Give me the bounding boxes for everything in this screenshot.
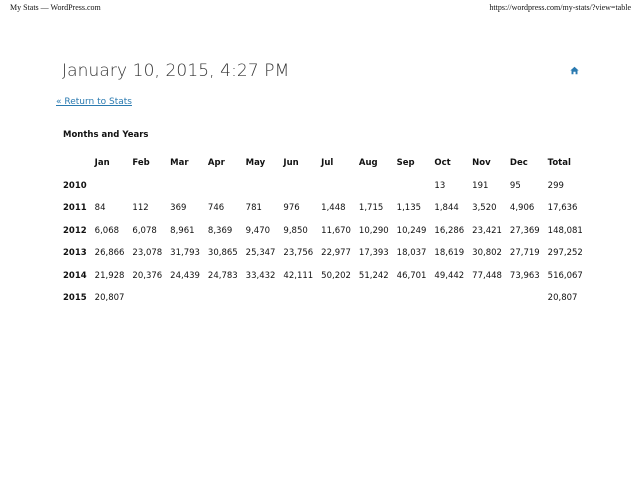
table-cell: 4,906 [509,203,535,214]
table-cell: 23,078 [132,248,163,259]
column-header: Aug [358,158,378,169]
table-cell: 18,037 [396,248,427,259]
table-cell: 1,844 [434,203,459,214]
table-cell: 25,347 [245,248,276,259]
table-cell: 21,928 [94,270,125,281]
table-cell: 13 [434,180,446,191]
table-cell: 6,068 [94,225,120,236]
table-cell: 9,470 [245,225,271,236]
table-row [59,287,587,310]
table-cell: 746 [207,203,225,214]
print-page-url: https://wordpress.com/my-stats/?view=table [489,3,631,12]
table-cell: 24,783 [207,270,238,281]
table-cell: 84 [94,203,106,214]
table-cell [128,175,166,198]
table-cell: 30,865 [207,248,238,259]
table-cell: 26,866 [94,248,125,259]
table-cell [355,175,393,198]
table-cell [279,287,317,310]
row-year: 2010 [63,180,87,191]
table-row [59,242,587,265]
column-header: Jul [321,158,334,169]
table-cell: 77,448 [472,270,502,281]
table-cell [204,175,242,198]
table-cell: 27,369 [509,225,540,236]
table-cell: 11,670 [321,225,351,236]
table-row [59,197,587,220]
stats-table [59,152,587,310]
return-to-stats-link[interactable]: « Return to Stats [56,97,132,107]
table-cell: 16,286 [434,225,465,236]
table-cell: 20,376 [132,270,163,281]
row-year: 2012 [63,225,87,236]
table-row [59,265,587,288]
table-cell [506,287,544,310]
table-cell [317,175,355,198]
row-year: 2015 [63,293,87,304]
table-cell: 23,756 [283,248,314,259]
table-cell: 8,369 [207,225,233,236]
table-cell: 30,802 [472,248,502,259]
table-cell: 17,393 [358,248,389,259]
table-cell [317,287,355,310]
table-cell: 10,249 [396,225,427,236]
table-cell: 3,520 [472,203,497,214]
table-cell [128,287,166,310]
column-header: Sep [396,158,415,169]
column-header: Oct [434,158,451,169]
table-cell: 1,448 [321,203,346,214]
table-cell: 31,793 [170,248,200,259]
table-cell [242,287,280,310]
table-cell: 23,421 [472,225,502,236]
table-header-row [59,152,587,175]
table-cell: 33,432 [245,270,276,281]
row-year: 2014 [63,270,87,281]
table-cell: 112 [132,203,149,214]
table-cell [468,287,506,310]
table-cell [166,175,204,198]
column-header: Feb [132,158,150,169]
table-cell: 95 [509,180,521,191]
table-cell: 369 [170,203,187,214]
table-cell [430,287,468,310]
table-cell [91,175,129,198]
table-cell: 1,135 [396,203,422,214]
table-cell: 976 [283,203,300,214]
table-cell: 9,850 [283,225,308,236]
table-cell: 148,081 [547,225,583,236]
home-icon[interactable] [570,66,579,75]
table-cell: 20,807 [547,293,578,304]
table-cell [242,175,280,198]
table-cell [355,287,393,310]
column-header: Mar [170,158,189,169]
table-cell: 73,963 [509,270,540,281]
table-row [59,175,587,198]
page-title: January 10, 2015, 4:27 PM [62,61,290,81]
table-cell: 10,290 [358,225,389,236]
table-cell [393,287,431,310]
column-header-year [59,152,91,175]
table-cell: 8,961 [170,225,195,236]
table-row [59,220,587,243]
table-cell: 18,619 [434,248,465,259]
table-cell: 51,242 [358,270,389,281]
column-header: May [245,158,266,169]
table-cell: 50,202 [321,270,351,281]
table-cell [166,287,204,310]
table-cell [279,175,317,198]
column-header: Total [547,158,571,169]
table-cell [393,175,431,198]
row-year: 2013 [63,248,87,259]
table-cell: 49,442 [434,270,465,281]
column-header: Nov [472,158,491,169]
table-cell: 781 [245,203,262,214]
table-cell: 24,439 [170,270,200,281]
table-cell: 27,719 [509,248,540,259]
table-cell: 299 [547,180,564,191]
table-cell: 1,715 [358,203,384,214]
row-year: 2011 [63,203,87,214]
table-cell: 22,977 [321,248,351,259]
print-page-title: My Stats — WordPress.com [10,3,101,12]
table-cell [204,287,242,310]
table-cell: 6,078 [132,225,157,236]
table-cell: 191 [472,180,489,191]
column-header: Jun [283,158,299,169]
table-cell: 42,111 [283,270,314,281]
table-cell: 46,701 [396,270,427,281]
column-header: Jan [94,158,110,169]
table-cell: 20,807 [94,293,125,304]
table-cell: 516,067 [547,270,583,281]
column-header: Apr [207,158,225,169]
column-header: Dec [509,158,528,169]
table-cell: 17,636 [547,203,578,214]
table-cell: 297,252 [547,248,583,259]
section-heading: Months and Years [63,130,149,140]
